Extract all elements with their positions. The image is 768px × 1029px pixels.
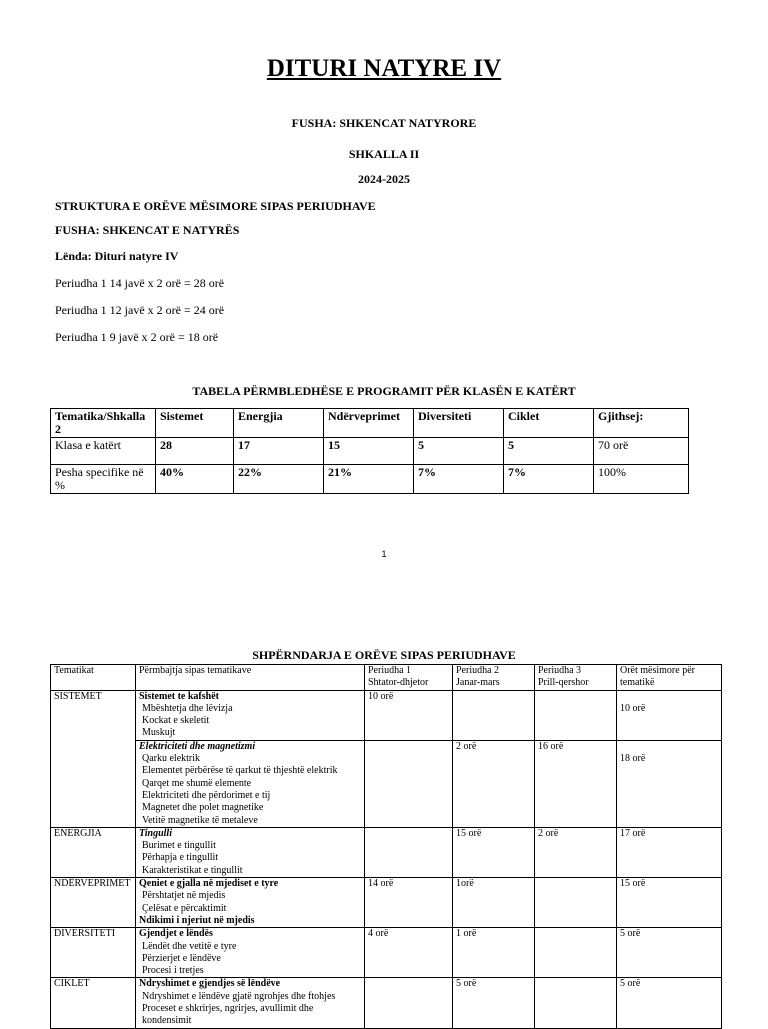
subject-line: Lënda: Dituri natyre IV <box>55 249 179 263</box>
topic-item: Proceset e shkrirjes, ngrirjes, avullimit dhe kondensimit <box>142 1003 314 1027</box>
topic-heading: Sistemet te kafshët <box>139 690 219 702</box>
topic-item: Vetitë magnetike të metaleve <box>142 814 258 826</box>
header-line: Shtator-dhjetor <box>368 677 429 689</box>
period-1-cell: 10 orë <box>365 690 453 740</box>
field-heading-2: FUSHA: SHKENCAT E NATYRËS <box>55 223 240 237</box>
header-cell: Orët mësimore për tematikë <box>617 665 722 691</box>
header-line: Janar-mars <box>456 677 500 689</box>
summary-cell: 40% <box>156 465 234 494</box>
content-cell <box>136 878 365 928</box>
summary-cell: 5 <box>504 438 594 465</box>
content-cell <box>136 978 365 1028</box>
topic-item: Burimet e tingullit <box>142 840 216 852</box>
topic-item: Qarku elektrik <box>142 753 201 765</box>
topic-item: Përshtatjet në mjedis <box>142 890 226 902</box>
summary-header-cell: Ndërveprimet <box>324 409 414 438</box>
table-row <box>51 928 722 978</box>
content-cell <box>136 827 365 877</box>
header-cell: Tematikat <box>51 665 136 691</box>
summary-cell: 17 <box>234 438 324 465</box>
period-2-cell: 5 orë <box>453 978 535 1028</box>
header-line: Periudha 1 <box>368 665 412 676</box>
period-2-cell: 2 orë <box>453 740 535 827</box>
summary-cell: 100% <box>594 465 689 494</box>
table-row <box>51 438 689 465</box>
table-row <box>51 740 722 827</box>
summary-header-cell: Diversiteti <box>414 409 504 438</box>
topic-heading: Elektriciteti dhe magnetizmi <box>139 740 256 752</box>
topic-heading: Gjendjet e lëndës <box>139 928 213 940</box>
period-2-cell: 15 orë <box>453 827 535 877</box>
distribution-table <box>50 664 722 1029</box>
topic-item: Përhapja e tingullit <box>142 852 219 864</box>
summary-header-row <box>51 409 689 438</box>
topic-item: Elektriciteti dhe përdorimet e tij <box>142 789 271 801</box>
topic-item: Muskujt <box>142 727 176 739</box>
period-1-cell <box>365 827 453 877</box>
period-1-cell <box>365 740 453 827</box>
table-row <box>51 878 722 928</box>
period-3-cell: 2 orë <box>535 827 617 877</box>
header-cell: Përmbajtja sipas tematikave <box>136 665 365 691</box>
summary-cell: Klasa e katërt <box>51 438 156 465</box>
summary-cell: 15 <box>324 438 414 465</box>
header-line: Prill-qershor <box>538 677 589 689</box>
distribution-header-row <box>51 665 722 691</box>
topic-item: Magnetet dhe polet magnetike <box>142 802 264 814</box>
table-row <box>51 690 722 740</box>
header-line: Periudha 2 <box>456 665 500 676</box>
total-value: 10 orë <box>620 702 646 714</box>
summary-table-title: TABELA PËRMBLEDHËSE E PROGRAMIT PËR KLASËN E KATËRT <box>192 384 576 398</box>
distribution-table-title: SHPËRNDARJA E ORËVE SIPAS PERIUDHAVE <box>252 648 516 662</box>
period-2-cell: 1orë <box>453 878 535 928</box>
summary-cell: Pesha specifike në % <box>51 465 156 494</box>
period-2-cell <box>453 690 535 740</box>
topic-item: Elementet përbërëse të qarkut të thjeshtë elektrik <box>142 765 338 777</box>
period-1-cell: 4 orë <box>365 928 453 978</box>
total-cell <box>617 690 722 740</box>
total-cell <box>617 740 722 827</box>
theme-cell: DIVERSITETI <box>51 928 136 978</box>
total-value: 18 orë <box>620 752 646 764</box>
summary-header-cell: Tematika/Shkalla 2 <box>51 409 156 438</box>
topic-item: Përzierjet e lëndëve <box>142 952 221 964</box>
page-number: 1 <box>381 549 387 559</box>
summary-cell: 70 orë <box>594 438 689 465</box>
topic-item: Ndryshimet e lëndëve gjatë ngrohjes dhe ftohjes <box>142 990 336 1002</box>
period-2-cell: 1 orë <box>453 928 535 978</box>
table-row <box>51 827 722 877</box>
theme-cell: NDËRVEPRIMET <box>51 878 136 928</box>
theme-cell: CIKLET <box>51 978 136 1028</box>
total-cell: 5 orë <box>617 928 722 978</box>
header-cell <box>453 665 535 691</box>
total-cell: 17 orë <box>617 827 722 877</box>
topic-item: Karakteristikat e tingullit <box>142 864 243 876</box>
period-3-cell <box>535 878 617 928</box>
summary-cell: 7% <box>504 465 594 494</box>
topic-item: Qarqet me shumë elemente <box>142 777 252 789</box>
period-line-3: Periudha 1 9 javë x 2 orë = 18 orë <box>55 330 219 344</box>
summary-cell: 7% <box>414 465 504 494</box>
summary-table <box>50 408 689 494</box>
header-cell <box>535 665 617 691</box>
topic-item: Mbështetja dhe lëvizja <box>142 702 233 714</box>
theme-cell: SISTEMET <box>51 690 136 827</box>
header-line: Periudha 3 <box>538 665 582 676</box>
content-cell <box>136 690 365 740</box>
summary-cell: 22% <box>234 465 324 494</box>
period-1-cell <box>365 978 453 1028</box>
period-line-2: Periudha 1 12 javë x 2 orë = 24 orë <box>55 303 225 317</box>
school-year: 2024-2025 <box>358 172 410 186</box>
field-heading: FUSHA: SHKENCAT NATYRORE <box>291 116 477 130</box>
summary-cell: 21% <box>324 465 414 494</box>
theme-cell: ENERGJIA <box>51 827 136 877</box>
content-cell <box>136 740 365 827</box>
summary-cell: 28 <box>156 438 234 465</box>
summary-header-cell: Energjia <box>234 409 324 438</box>
period-3-cell <box>535 928 617 978</box>
header-cell <box>365 665 453 691</box>
total-cell: 5 orë <box>617 978 722 1028</box>
topic-heading: Qeniet e gjalla në mjediset e tyre <box>139 878 279 890</box>
topic-heading: Ndikimi i njeriut në mjedis <box>139 914 255 926</box>
table-row <box>51 978 722 1028</box>
topic-heading: Ndryshimet e gjendjes së lëndëve <box>139 978 281 990</box>
period-3-cell: 16 orë <box>535 740 617 827</box>
period-3-cell <box>535 690 617 740</box>
structure-heading: STRUKTURA E ORËVE MËSIMORE SIPAS PERIUDHAVE <box>55 199 376 213</box>
period-1-cell: 14 orë <box>365 878 453 928</box>
summary-header-cell: Ciklet <box>504 409 594 438</box>
period-line-1: Periudha 1 14 javë x 2 orë = 28 orë <box>55 276 225 290</box>
topic-item: Kockat e skeletit <box>142 715 210 727</box>
total-cell: 15 orë <box>617 878 722 928</box>
topic-heading: Tingulli <box>139 827 172 839</box>
summary-cell: 5 <box>414 438 504 465</box>
topic-item: Procesi i tretjes <box>142 965 204 977</box>
level-heading: SHKALLA II <box>348 147 420 161</box>
period-3-cell <box>535 978 617 1028</box>
summary-header-cell: Gjithsej: <box>594 409 689 438</box>
topic-item: Lëndët dhe vetitë e tyre <box>142 940 237 952</box>
summary-header-cell: Sistemet <box>156 409 234 438</box>
content-cell <box>136 928 365 978</box>
table-row <box>51 465 689 494</box>
topic-item: Çelësat e përcaktimit <box>142 902 227 914</box>
document-title: DITURI NATYRE IV <box>266 55 502 82</box>
